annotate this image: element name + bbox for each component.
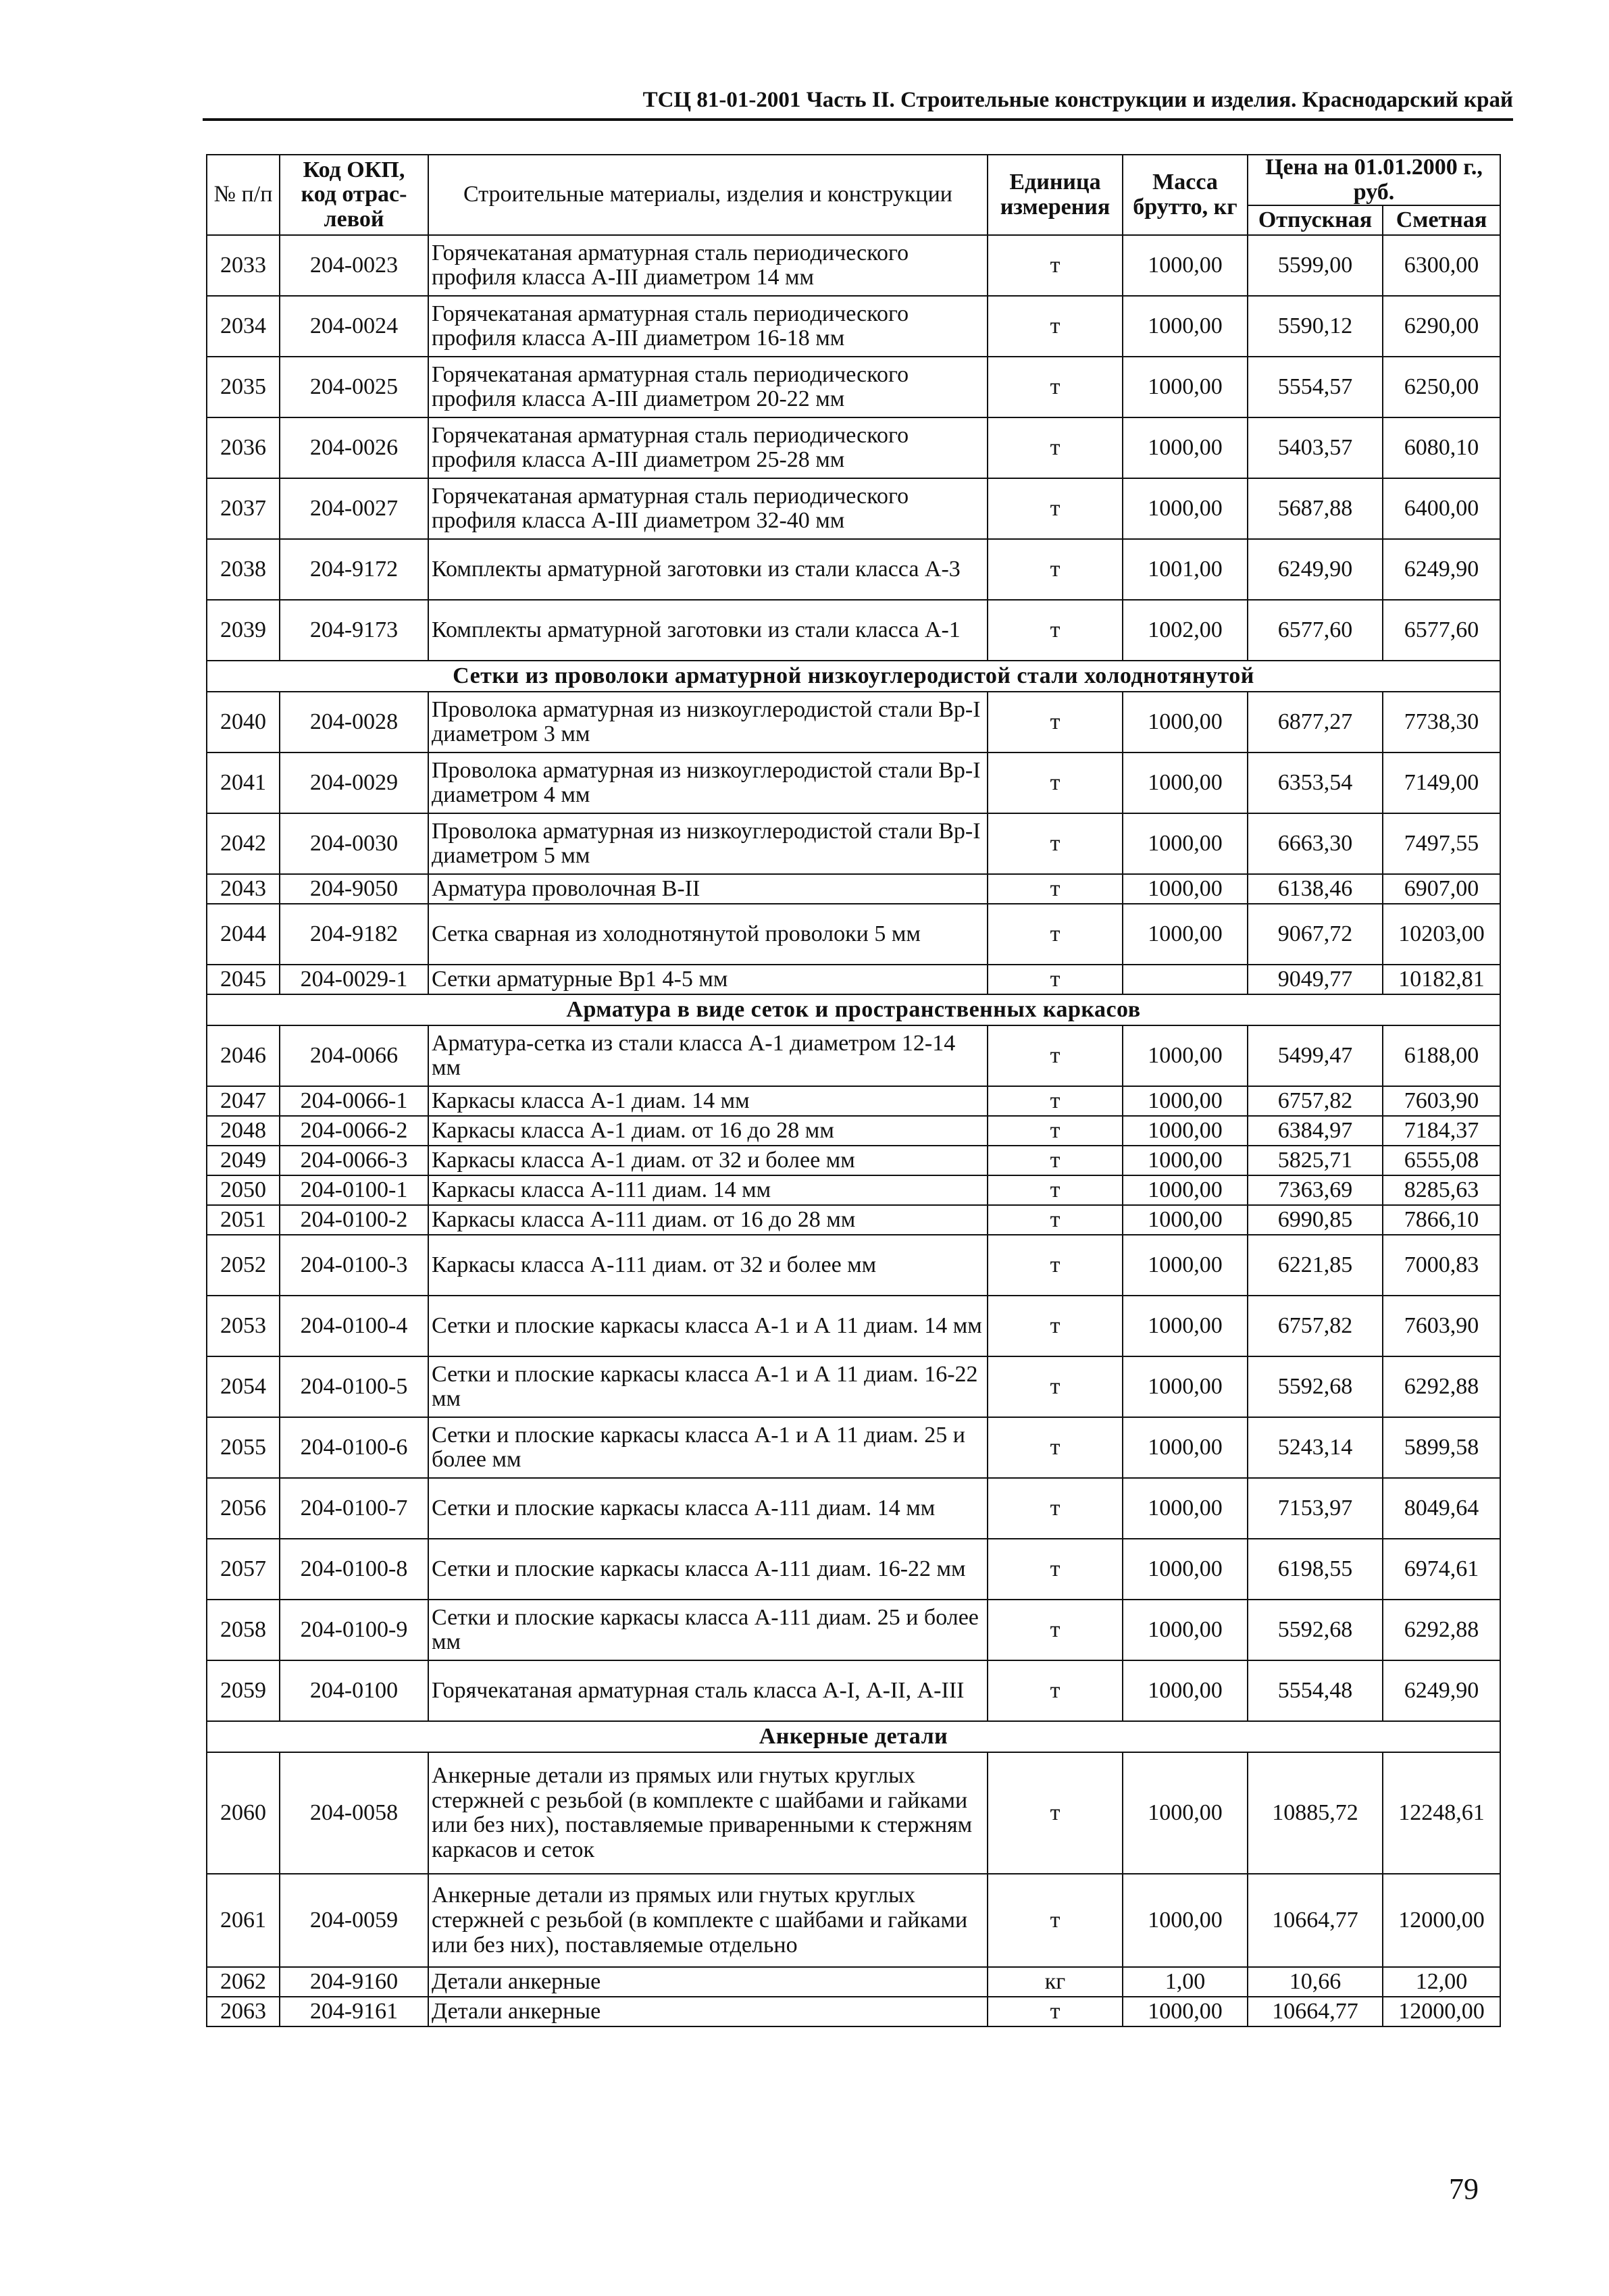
row-estimate-price: 8285,63 xyxy=(1383,1175,1500,1205)
row-code: 204-0066-2 xyxy=(280,1116,428,1146)
row-unit: т xyxy=(988,1356,1123,1417)
row-description: Горячекатаная арматурная сталь периодического профиля класса А-III диаметром 32-40 мм xyxy=(428,478,988,539)
row-number: 2041 xyxy=(207,752,280,813)
row-description: Сетки и плоские каркасы класса А-1 и А 11 диам. 14 мм xyxy=(428,1296,988,1356)
row-code: 204-0100-5 xyxy=(280,1356,428,1417)
row-unit: т xyxy=(988,417,1123,478)
row-description: Горячекатаная арматурная сталь периодического профиля класса А-III диаметром 20-22 мм xyxy=(428,357,988,417)
row-description: Сетки арматурные Вр1 4-5 мм xyxy=(428,965,988,994)
row-mass: 1,00 xyxy=(1123,1967,1248,1997)
col-material-header: Строительные материалы, изделия и конструкции xyxy=(428,155,988,235)
col-code-header: Код ОКП, код отрас-левой xyxy=(280,155,428,235)
row-estimate-price: 8049,64 xyxy=(1383,1478,1500,1539)
row-unit: т xyxy=(988,1539,1123,1600)
row-release-price: 7153,97 xyxy=(1248,1478,1383,1539)
row-unit: т xyxy=(988,874,1123,904)
row-code: 204-0100-7 xyxy=(280,1478,428,1539)
row-mass: 1000,00 xyxy=(1123,1356,1248,1417)
row-unit: т xyxy=(988,1478,1123,1539)
section-title: Арматура в виде сеток и пространственных каркасов xyxy=(207,994,1500,1025)
table-row xyxy=(207,965,1500,994)
row-unit: т xyxy=(988,752,1123,813)
row-code: 204-9172 xyxy=(280,539,428,600)
col-mass-header: Масса брутто, кг xyxy=(1123,155,1248,235)
row-number: 2035 xyxy=(207,357,280,417)
table-row xyxy=(207,813,1500,874)
row-code: 204-0100-1 xyxy=(280,1175,428,1205)
row-unit: т xyxy=(988,1296,1123,1356)
row-code: 204-0100-2 xyxy=(280,1205,428,1235)
row-number: 2053 xyxy=(207,1296,280,1356)
row-description: Сетки и плоские каркасы класса А-111 диам. 25 и более мм xyxy=(428,1600,988,1660)
row-description: Проволока арматурная из низкоуглеродистой стали Вр-I диаметром 4 мм xyxy=(428,752,988,813)
row-estimate-price: 6292,88 xyxy=(1383,1356,1500,1417)
row-code: 204-0030 xyxy=(280,813,428,874)
col-price-header: Цена на 01.01.2000 г., руб. xyxy=(1248,155,1500,205)
row-number: 2034 xyxy=(207,296,280,357)
row-release-price: 6353,54 xyxy=(1248,752,1383,813)
row-code: 204-0100-4 xyxy=(280,1296,428,1356)
row-number: 2054 xyxy=(207,1356,280,1417)
table-row xyxy=(207,1997,1500,2026)
row-description: Арматура-сетка из стали класса А-1 диаметром 12-14 мм xyxy=(428,1025,988,1086)
row-number: 2044 xyxy=(207,904,280,965)
row-estimate-price: 6907,00 xyxy=(1383,874,1500,904)
row-release-price: 5599,00 xyxy=(1248,235,1383,296)
row-release-price: 5554,57 xyxy=(1248,357,1383,417)
row-mass: 1000,00 xyxy=(1123,1752,1248,1874)
table-row xyxy=(207,357,1500,417)
row-estimate-price: 6300,00 xyxy=(1383,235,1500,296)
row-estimate-price: 7738,30 xyxy=(1383,692,1500,752)
row-estimate-price: 6188,00 xyxy=(1383,1025,1500,1086)
row-unit: т xyxy=(988,1752,1123,1874)
row-estimate-price: 6249,90 xyxy=(1383,539,1500,600)
row-estimate-price: 7866,10 xyxy=(1383,1205,1500,1235)
row-number: 2062 xyxy=(207,1967,280,1997)
table-header xyxy=(207,155,1500,235)
row-description: Анкерные детали из прямых или гнутых круглых стержней с резьбой (в комплекте с шайбами и гайками или без них), поставляемые отдельно xyxy=(428,1874,988,1967)
row-unit: т xyxy=(988,235,1123,296)
row-description: Сетки и плоские каркасы класса А-111 диам. 14 мм xyxy=(428,1478,988,1539)
row-estimate-price: 7497,55 xyxy=(1383,813,1500,874)
page-number: 79 xyxy=(1449,2172,1479,2205)
row-mass: 1000,00 xyxy=(1123,813,1248,874)
row-estimate-price: 6974,61 xyxy=(1383,1539,1500,1600)
row-mass: 1000,00 xyxy=(1123,1296,1248,1356)
row-number: 2037 xyxy=(207,478,280,539)
row-estimate-price: 7000,83 xyxy=(1383,1235,1500,1296)
row-number: 2048 xyxy=(207,1116,280,1146)
row-number: 2049 xyxy=(207,1146,280,1175)
col-estimate-header: Сметная xyxy=(1383,205,1500,235)
row-code: 204-0066-1 xyxy=(280,1086,428,1116)
row-description: Детали анкерные xyxy=(428,1967,988,1997)
row-description: Сетки и плоские каркасы класса А-1 и А 11 диам. 25 и более мм xyxy=(428,1417,988,1478)
row-code: 204-0058 xyxy=(280,1752,428,1874)
row-unit: т xyxy=(988,600,1123,661)
row-mass: 1000,00 xyxy=(1123,417,1248,478)
row-unit: т xyxy=(988,1025,1123,1086)
row-code: 204-0100 xyxy=(280,1660,428,1721)
row-unit: т xyxy=(988,1874,1123,1967)
row-code: 204-0100-9 xyxy=(280,1600,428,1660)
row-description: Каркасы класса А-111 диам. от 16 до 28 мм xyxy=(428,1205,988,1235)
row-unit: т xyxy=(988,1417,1123,1478)
row-code: 204-0100-3 xyxy=(280,1235,428,1296)
row-unit: т xyxy=(988,296,1123,357)
table-row xyxy=(207,1175,1500,1205)
row-mass: 1000,00 xyxy=(1123,1086,1248,1116)
row-description: Горячекатаная арматурная сталь периодического профиля класса А-III диаметром 16-18 мм xyxy=(428,296,988,357)
row-unit: т xyxy=(988,904,1123,965)
row-unit: т xyxy=(988,1116,1123,1146)
row-estimate-price: 5899,58 xyxy=(1383,1417,1500,1478)
row-description: Сетки и плоские каркасы класса А-111 диам. 16-22 мм xyxy=(428,1539,988,1600)
row-estimate-price: 6249,90 xyxy=(1383,1660,1500,1721)
table-row xyxy=(207,904,1500,965)
row-mass: 1000,00 xyxy=(1123,235,1248,296)
price-table xyxy=(206,154,1501,2027)
row-mass: 1000,00 xyxy=(1123,1660,1248,1721)
table-row xyxy=(207,1146,1500,1175)
row-description: Каркасы класса А-111 диам. 14 мм xyxy=(428,1175,988,1205)
row-mass: 1000,00 xyxy=(1123,692,1248,752)
row-estimate-price: 10203,00 xyxy=(1383,904,1500,965)
row-description: Горячекатаная арматурная сталь периодического профиля класса А-III диаметром 14 мм xyxy=(428,235,988,296)
row-description: Каркасы класса А-1 диам. от 32 и более мм xyxy=(428,1146,988,1175)
row-unit: т xyxy=(988,692,1123,752)
table-row xyxy=(207,752,1500,813)
row-unit: т xyxy=(988,1146,1123,1175)
row-estimate-price: 6290,00 xyxy=(1383,296,1500,357)
row-code: 204-0024 xyxy=(280,296,428,357)
row-code: 204-0029-1 xyxy=(280,965,428,994)
row-unit: т xyxy=(988,1997,1123,2026)
section-row xyxy=(207,1721,1500,1752)
row-estimate-price: 7149,00 xyxy=(1383,752,1500,813)
row-number: 2040 xyxy=(207,692,280,752)
table-row xyxy=(207,1967,1500,1997)
row-code: 204-9182 xyxy=(280,904,428,965)
row-description: Проволока арматурная из низкоуглеродистой стали Вр-I диаметром 5 мм xyxy=(428,813,988,874)
row-estimate-price: 7603,90 xyxy=(1383,1086,1500,1116)
row-estimate-price: 7184,37 xyxy=(1383,1116,1500,1146)
row-number: 2051 xyxy=(207,1205,280,1235)
row-estimate-price: 12000,00 xyxy=(1383,1874,1500,1967)
col-no-header: № п/п xyxy=(207,155,280,235)
row-release-price: 9049,77 xyxy=(1248,965,1383,994)
row-release-price: 5687,88 xyxy=(1248,478,1383,539)
row-mass: 1001,00 xyxy=(1123,539,1248,600)
row-number: 2057 xyxy=(207,1539,280,1600)
table-row xyxy=(207,1478,1500,1539)
table-row xyxy=(207,1025,1500,1086)
row-number: 2045 xyxy=(207,965,280,994)
row-number: 2033 xyxy=(207,235,280,296)
row-number: 2063 xyxy=(207,1997,280,2026)
table-row xyxy=(207,235,1500,296)
row-release-price: 5590,12 xyxy=(1248,296,1383,357)
row-release-price: 6198,55 xyxy=(1248,1539,1383,1600)
row-release-price: 5592,68 xyxy=(1248,1356,1383,1417)
row-description: Горячекатаная арматурная сталь периодического профиля класса А-III диаметром 25-28 мм xyxy=(428,417,988,478)
row-number: 2056 xyxy=(207,1478,280,1539)
row-mass: 1000,00 xyxy=(1123,1116,1248,1146)
row-number: 2036 xyxy=(207,417,280,478)
row-unit: т xyxy=(988,813,1123,874)
row-release-price: 6249,90 xyxy=(1248,539,1383,600)
row-code: 204-9160 xyxy=(280,1967,428,1997)
row-unit: т xyxy=(988,539,1123,600)
row-release-price: 5499,47 xyxy=(1248,1025,1383,1086)
row-code: 204-0059 xyxy=(280,1874,428,1967)
row-description: Комплекты арматурной заготовки из стали класса А-3 xyxy=(428,539,988,600)
row-estimate-price: 12248,61 xyxy=(1383,1752,1500,1874)
row-code: 204-0028 xyxy=(280,692,428,752)
row-mass: 1000,00 xyxy=(1123,752,1248,813)
section-row xyxy=(207,661,1500,692)
row-number: 2060 xyxy=(207,1752,280,1874)
row-estimate-price: 6250,00 xyxy=(1383,357,1500,417)
row-mass: 1000,00 xyxy=(1123,1025,1248,1086)
row-code: 204-0066-3 xyxy=(280,1146,428,1175)
row-release-price: 6757,82 xyxy=(1248,1086,1383,1116)
row-description: Горячекатаная арматурная сталь класса А-I, А-II, А-III xyxy=(428,1660,988,1721)
row-estimate-price: 6292,88 xyxy=(1383,1600,1500,1660)
row-mass: 1000,00 xyxy=(1123,1175,1248,1205)
row-description: Детали анкерные xyxy=(428,1997,988,2026)
table-row xyxy=(207,417,1500,478)
row-mass: 1000,00 xyxy=(1123,1235,1248,1296)
col-unit-header: Единица измерения xyxy=(988,155,1123,235)
col-release-header: Отпускная xyxy=(1248,205,1383,235)
row-description: Каркасы класса А-111 диам. от 32 и более мм xyxy=(428,1235,988,1296)
table-row xyxy=(207,478,1500,539)
table-row xyxy=(207,692,1500,752)
row-number: 2042 xyxy=(207,813,280,874)
section-title: Сетки из проволоки арматурной низкоуглеродистой стали холоднотянутой xyxy=(207,661,1500,692)
row-estimate-price: 6400,00 xyxy=(1383,478,1500,539)
row-unit: т xyxy=(988,1600,1123,1660)
table-row xyxy=(207,1116,1500,1146)
row-unit: т xyxy=(988,1175,1123,1205)
row-number: 2052 xyxy=(207,1235,280,1296)
row-mass: 1000,00 xyxy=(1123,1997,1248,2026)
row-release-price: 10885,72 xyxy=(1248,1752,1383,1874)
row-code: 204-0100-8 xyxy=(280,1539,428,1600)
row-release-price: 6138,46 xyxy=(1248,874,1383,904)
row-estimate-price: 6555,08 xyxy=(1383,1146,1500,1175)
row-release-price: 5592,68 xyxy=(1248,1600,1383,1660)
section-title: Анкерные детали xyxy=(207,1721,1500,1752)
table-row xyxy=(207,1235,1500,1296)
row-estimate-price: 7603,90 xyxy=(1383,1296,1500,1356)
row-unit: т xyxy=(988,357,1123,417)
table-row xyxy=(207,539,1500,600)
row-release-price: 6990,85 xyxy=(1248,1205,1383,1235)
row-unit: т xyxy=(988,478,1123,539)
row-mass: 1000,00 xyxy=(1123,357,1248,417)
row-release-price: 6663,30 xyxy=(1248,813,1383,874)
row-unit: т xyxy=(988,1086,1123,1116)
row-release-price: 6877,27 xyxy=(1248,692,1383,752)
row-description: Анкерные детали из прямых или гнутых круглых стержней с резьбой (в комплекте с шайбами и гайками или без них), поставляемые приваренными к стержням каркасов и сеток xyxy=(428,1752,988,1874)
row-code: 204-0100-6 xyxy=(280,1417,428,1478)
row-mass: 1000,00 xyxy=(1123,1478,1248,1539)
row-release-price: 5403,57 xyxy=(1248,417,1383,478)
row-release-price: 5554,48 xyxy=(1248,1660,1383,1721)
row-estimate-price: 12000,00 xyxy=(1383,1997,1500,2026)
row-release-price: 7363,69 xyxy=(1248,1175,1383,1205)
table-row xyxy=(207,1539,1500,1600)
row-estimate-price: 12,00 xyxy=(1383,1967,1500,1997)
table-row xyxy=(207,1660,1500,1721)
row-description: Арматура проволочная В-II xyxy=(428,874,988,904)
row-number: 2059 xyxy=(207,1660,280,1721)
row-description: Сетки и плоские каркасы класса А-1 и А 11 диам. 16-22 мм xyxy=(428,1356,988,1417)
row-number: 2039 xyxy=(207,600,280,661)
row-release-price: 10664,77 xyxy=(1248,1997,1383,2026)
row-number: 2043 xyxy=(207,874,280,904)
table-row xyxy=(207,1417,1500,1478)
table-row xyxy=(207,874,1500,904)
row-release-price: 6221,85 xyxy=(1248,1235,1383,1296)
row-mass: 1000,00 xyxy=(1123,478,1248,539)
row-number: 2038 xyxy=(207,539,280,600)
row-mass: 1000,00 xyxy=(1123,1600,1248,1660)
row-code: 204-0025 xyxy=(280,357,428,417)
row-number: 2058 xyxy=(207,1600,280,1660)
table-body xyxy=(207,235,1500,2026)
row-description: Комплекты арматурной заготовки из стали класса А-1 xyxy=(428,600,988,661)
row-unit: кг xyxy=(988,1967,1123,1997)
row-release-price: 6757,82 xyxy=(1248,1296,1383,1356)
row-estimate-price: 6080,10 xyxy=(1383,417,1500,478)
row-code: 204-9050 xyxy=(280,874,428,904)
row-estimate-price: 10182,81 xyxy=(1383,965,1500,994)
row-code: 204-0027 xyxy=(280,478,428,539)
row-number: 2061 xyxy=(207,1874,280,1967)
row-release-price: 6577,60 xyxy=(1248,600,1383,661)
row-mass xyxy=(1123,965,1248,994)
row-code: 204-0066 xyxy=(280,1025,428,1086)
row-code: 204-9173 xyxy=(280,600,428,661)
row-mass: 1002,00 xyxy=(1123,600,1248,661)
row-code: 204-0026 xyxy=(280,417,428,478)
table-row xyxy=(207,1296,1500,1356)
row-mass: 1000,00 xyxy=(1123,874,1248,904)
section-row xyxy=(207,994,1500,1025)
row-mass: 1000,00 xyxy=(1123,296,1248,357)
row-code: 204-0029 xyxy=(280,752,428,813)
row-number: 2046 xyxy=(207,1025,280,1086)
row-mass: 1000,00 xyxy=(1123,904,1248,965)
row-release-price: 10,66 xyxy=(1248,1967,1383,1997)
row-release-price: 6384,97 xyxy=(1248,1116,1383,1146)
row-description: Проволока арматурная из низкоуглеродистой стали Вр-I диаметром 3 мм xyxy=(428,692,988,752)
table-row xyxy=(207,600,1500,661)
table-row xyxy=(207,296,1500,357)
row-unit: т xyxy=(988,1235,1123,1296)
row-estimate-price: 6577,60 xyxy=(1383,600,1500,661)
table-row xyxy=(207,1205,1500,1235)
row-description: Каркасы класса А-1 диам. 14 мм xyxy=(428,1086,988,1116)
table-row xyxy=(207,1874,1500,1967)
row-mass: 1000,00 xyxy=(1123,1146,1248,1175)
row-unit: т xyxy=(988,965,1123,994)
row-mass: 1000,00 xyxy=(1123,1539,1248,1600)
row-number: 2050 xyxy=(207,1175,280,1205)
row-unit: т xyxy=(988,1660,1123,1721)
row-code: 204-0023 xyxy=(280,235,428,296)
row-mass: 1000,00 xyxy=(1123,1205,1248,1235)
row-description: Каркасы класса А-1 диам. от 16 до 28 мм xyxy=(428,1116,988,1146)
row-number: 2055 xyxy=(207,1417,280,1478)
table-row xyxy=(207,1600,1500,1660)
table-row xyxy=(207,1356,1500,1417)
row-code: 204-9161 xyxy=(280,1997,428,2026)
row-release-price: 10664,77 xyxy=(1248,1874,1383,1967)
row-release-price: 5825,71 xyxy=(1248,1146,1383,1175)
row-unit: т xyxy=(988,1205,1123,1235)
table-row xyxy=(207,1752,1500,1874)
row-mass: 1000,00 xyxy=(1123,1417,1248,1478)
row-release-price: 9067,72 xyxy=(1248,904,1383,965)
table-row xyxy=(207,1086,1500,1116)
row-release-price: 5243,14 xyxy=(1248,1417,1383,1478)
row-mass: 1000,00 xyxy=(1123,1874,1248,1967)
row-description: Сетка сварная из холоднотянутой проволоки 5 мм xyxy=(428,904,988,965)
page-header: ТСЦ 81-01-2001 Часть II. Строительные конструкции и изделия. Краснодарский край xyxy=(203,88,1513,121)
row-number: 2047 xyxy=(207,1086,280,1116)
